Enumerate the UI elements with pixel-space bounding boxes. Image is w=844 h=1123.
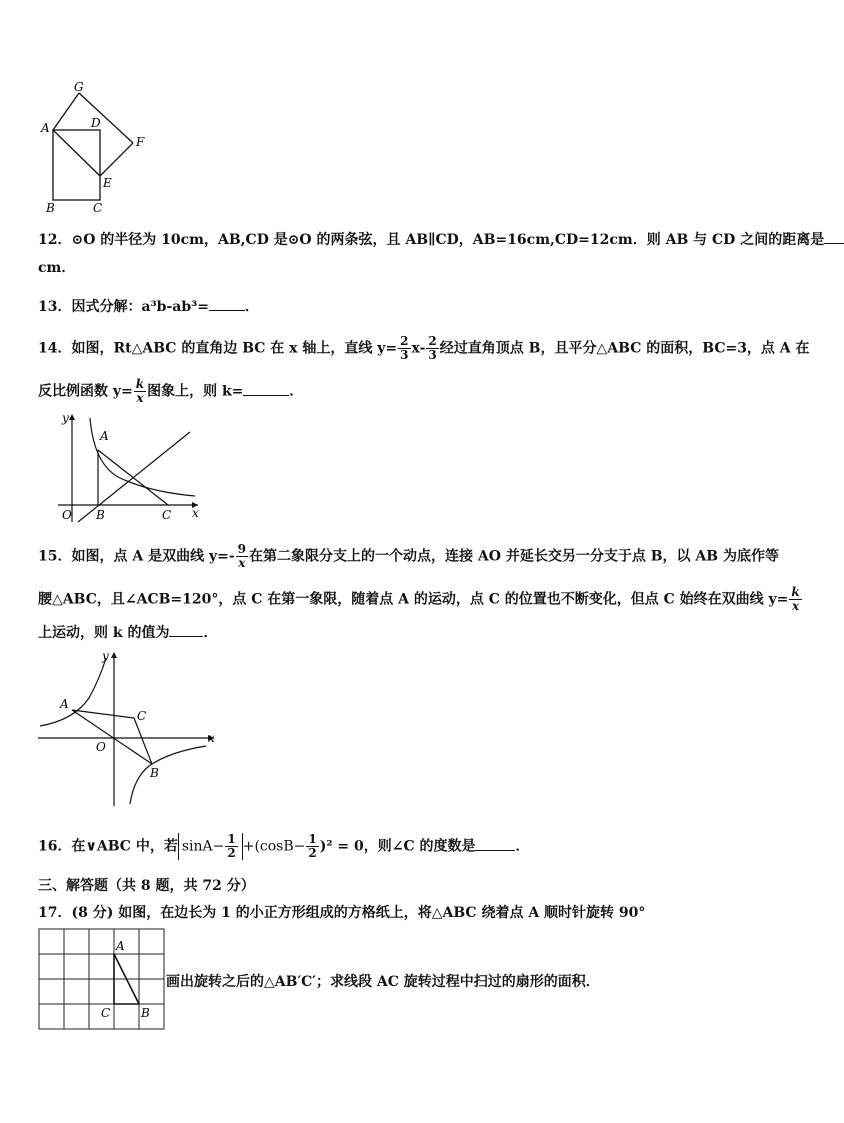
q15-label-B: B [150,766,159,780]
question-14-line2 [38,378,303,405]
q14-label-B: B [96,508,105,522]
q15-frac-k-x: $\frac{k}{x}$ [791,585,800,613]
label-A: A [41,121,50,135]
label-D: D [91,116,101,130]
q12-unit: cm． [38,260,76,276]
q15-label-x: x [208,731,215,745]
question-14 [38,335,810,362]
question-16 [38,833,529,860]
q15-label-C: C [137,709,147,723]
label-B: B [46,201,55,215]
y-axis-arrow [111,652,117,658]
q17-label-A: A [116,939,125,953]
q14-graph [50,410,210,525]
q16-answer-blank[interactable] [475,836,515,851]
q14-frac-k-x: $\frac{k}{x}$ [135,377,145,405]
hyperbola-branch-4 [130,746,206,804]
rectangle-ABCD [53,130,100,200]
q12-answer-blank[interactable] [824,229,844,244]
question-12 [38,229,844,250]
q15-text-e: ． [203,625,218,641]
q15-label-A: A [60,697,69,711]
q15-text-b: 在第二象限分支上的一个动点，连接 AO 并延长交另一分支于点 B，以 AB 为底作等 [249,548,779,565]
q17-text-b: 画出旋转之后的△AB′C′；求线段 AC 旋转过程中扫过的扇形的面积． [166,974,600,990]
q14-label-A: A [100,429,109,443]
label-E: E [103,176,112,190]
q16-text-d: ． [515,838,530,855]
q16-frac-1-2b: $\frac{1}{2}$ [308,832,317,860]
q16-frac-1-2a: $\frac{1}{2}$ [227,832,236,860]
segment-FE [100,143,133,176]
q13-text: 13．因式分解：a³b-ab³= [38,299,210,315]
q16-text-b: +(cosB− [242,838,306,855]
question-12-line2 [38,258,75,278]
q16-text-a: 16．在∨ABC 中，若 [38,838,178,855]
label-G: G [74,80,84,94]
q14-answer-blank[interactable] [243,381,289,396]
section-3-title [38,876,255,896]
q15-text-c: 腰△ABC，且∠ACB=120°，点 C 在第一象限，随着点 A 的运动，点 C 的位置也不断变化，但点 C 始终在双曲线 y= [38,591,789,608]
q14-text-b: 经过直角顶点 B，且平分△ABC 的面积，BC=3，点 A 在 [439,340,810,357]
q16-abs-sin: sinA− $\frac{1}{2}$ [178,833,243,860]
q14-text-c: 反比例函数 y= [38,383,133,400]
q17-text-a: 17．(8 分) 如图，在边长为 1 的小正方形组成的方格纸上，将△ABC 绕着点 A 顺时针旋转 90° [38,905,646,921]
label-F: F [136,135,145,149]
q14-label-C: C [162,508,172,522]
q14-label-x: x [192,506,199,520]
q14-label-y: y [62,411,69,425]
q13-answer-blank[interactable] [209,296,245,311]
segment-AG [53,93,79,130]
q14-text-a: 14．如图，Rt△ABC 的直角边 BC 在 x 轴上，直线 y= [38,340,398,357]
q15-text-a: 15．如图，点 A 是双曲线 y=- [38,548,235,565]
question-15-line2 [38,586,803,613]
section-3-heading: 三、解答题（共 8 题，共 72 分） [38,878,255,894]
q14-frac-2-3: $\frac{2}{3}$ [400,334,409,362]
q17-grid-figure [38,928,168,1032]
q15-frac-9-x: $\frac{9}{x}$ [237,542,247,570]
question-13 [38,296,259,317]
hyperbola-branch-2 [40,658,106,726]
question-17 [38,903,645,923]
segment-CB [134,718,152,764]
question-17-line2 [166,972,600,992]
q15-label-y: y [102,649,109,663]
q13-suffix: ． [245,299,260,315]
q14-text-d: 图象上，则 k= [147,383,244,400]
segment-GF [79,93,133,143]
q15-graph [34,648,224,808]
q12-text: 12．⊙O 的半径为 10cm，AB,CD 是⊙O 的两条弦，且 AB∥CD，AB=16cm,CD=12cm．则 AB 与 CD 之间的距离是 [38,232,825,248]
q15-answer-blank[interactable] [169,622,203,637]
q14-label-O: O [62,508,72,522]
q17-label-B: B [141,1006,150,1020]
q14-text-e: ． [289,383,304,400]
y-axis-arrow [69,414,75,420]
question-15-line3 [38,622,217,643]
q15-text-d: 上运动，则 k 的值为 [38,625,170,641]
q15-label-O: O [96,740,106,754]
q17-label-C: C [101,1006,111,1020]
q16-text-c: )² = 0，则∠C 的度数是 [319,838,476,855]
segment-AE [53,130,100,176]
label-C: C [93,201,103,215]
q14-frac-2-3b: $\frac{2}{3}$ [428,334,437,362]
square-figure [36,80,156,215]
question-15 [38,543,779,570]
q14-mid: x- [411,340,426,357]
